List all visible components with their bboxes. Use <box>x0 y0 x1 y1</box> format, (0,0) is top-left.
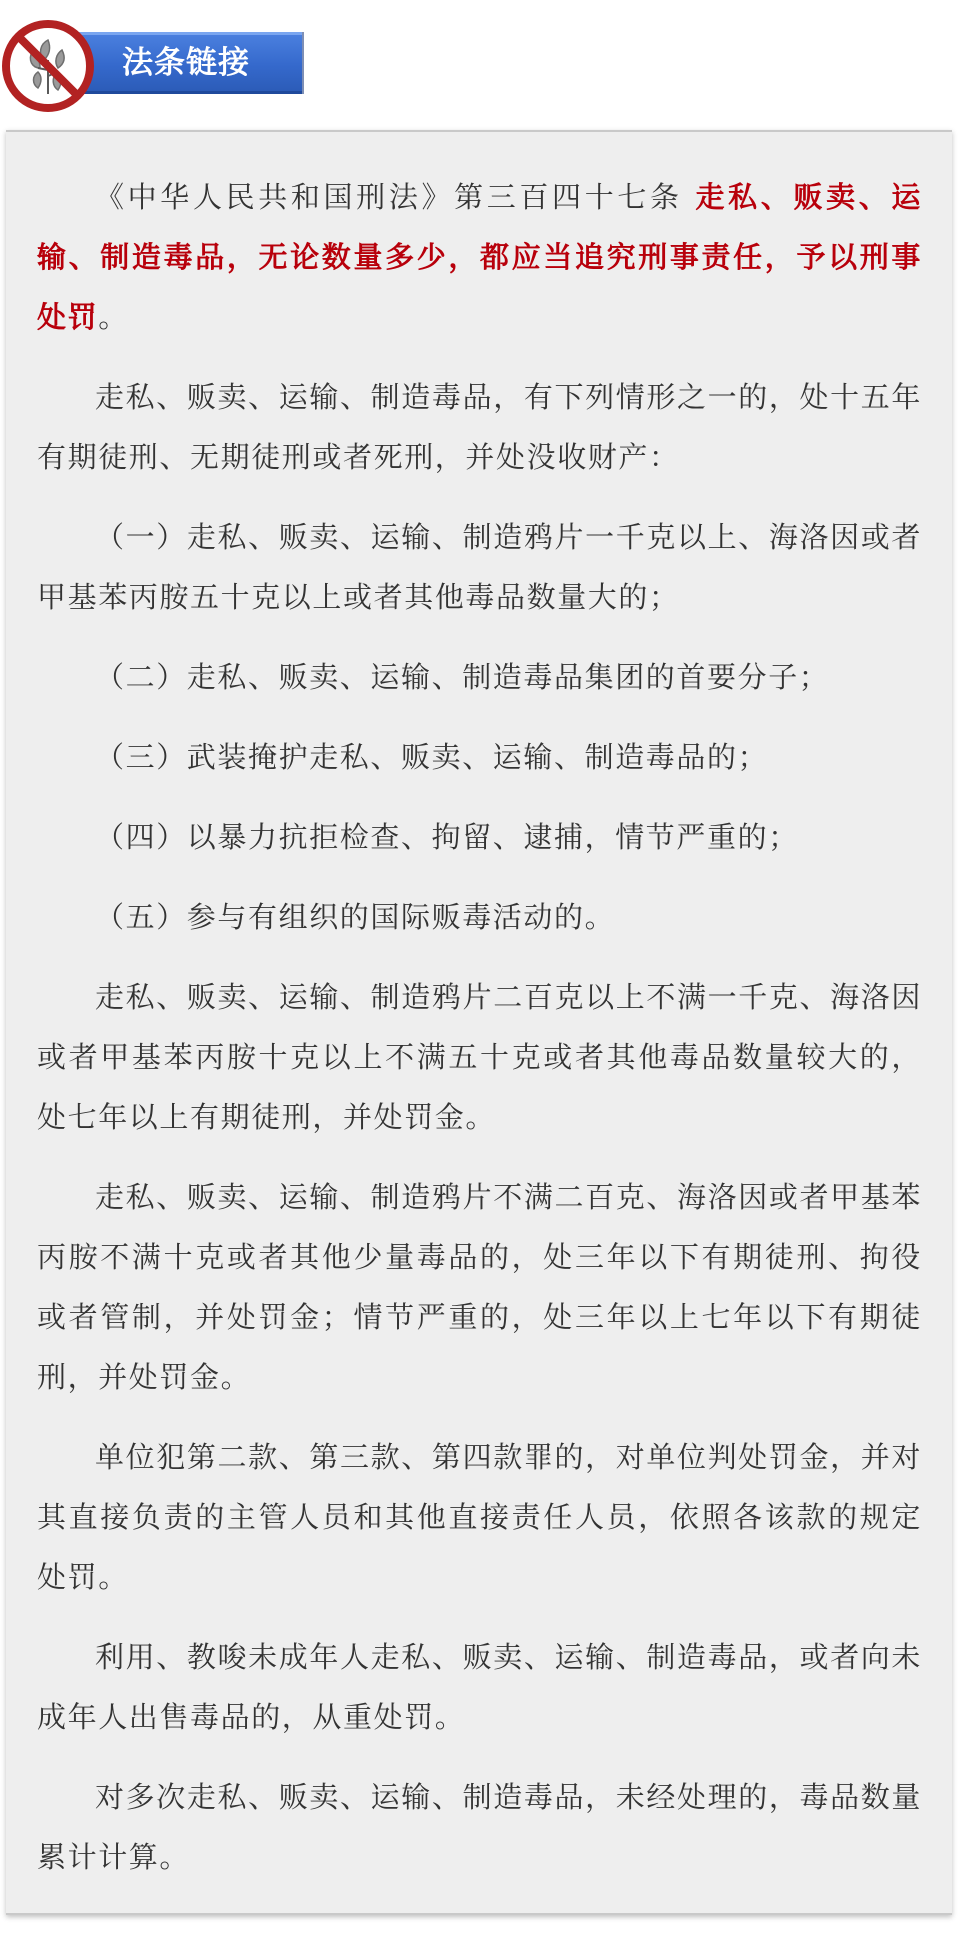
paragraph-1 <box>37 167 922 347</box>
paragraph-1-end: 。 <box>98 300 129 334</box>
list-item: （一）走私、贩卖、运输、制造鸦片一千克以上、海洛因或者甲基苯丙胺五十克以上或者其他毒品数量大的； <box>37 520 922 614</box>
list-item: （二）走私、贩卖、运输、制造毒品集团的首要分子； <box>95 660 830 694</box>
section-title: 法条链接 <box>122 45 250 81</box>
no-drugs-sign-icon <box>2 20 94 112</box>
list-item: （五）参与有组织的国际贩毒活动的。 <box>95 900 616 934</box>
list-item: （四）以暴力抗拒检查、拘留、逮捕，情节严重的； <box>95 820 799 854</box>
section-title-banner <box>74 32 302 94</box>
paragraph-7: 对多次走私、贩卖、运输、制造毒品，未经处理的，毒品数量累计计算。 <box>37 1780 922 1874</box>
highlighted-clause: 走私、贩卖、运输、制造毒品，无论数量多少，都应当追究刑事责任，予以刑事处罚 <box>37 180 922 334</box>
list-item: （三）武装掩护走私、贩卖、运输、制造毒品的； <box>95 740 769 774</box>
section-header <box>0 0 960 110</box>
article-citation: 《中华人民共和国刑法》第三百四十七条 <box>95 180 696 214</box>
article-card <box>6 130 952 1915</box>
paragraph-3: 走私、贩卖、运输、制造鸦片二百克以上不满一千克、海洛因或者甲基苯丙胺十克以上不满五十克或者其他毒品数量较大的，处七年以上有期徒刑，并处罚金。 <box>37 980 922 1134</box>
paragraph-4: 走私、贩卖、运输、制造鸦片不满二百克、海洛因或者甲基苯丙胺不满十克或者其他少量毒品的，处三年以下有期徒刑、拘役或者管制，并处罚金；情节严重的，处三年以上七年以下有期徒刑，并处罚金。 <box>37 1180 922 1394</box>
paragraph-6: 利用、教唆未成年人走私、贩卖、运输、制造毒品，或者向未成年人出售毒品的，从重处罚。 <box>37 1640 922 1734</box>
paragraph-2: 走私、贩卖、运输、制造毒品，有下列情形之一的，处十五年有期徒刑、无期徒刑或者死刑，并处没收财产： <box>37 380 922 474</box>
paragraph-5: 单位犯第二款、第三款、第四款罪的，对单位判处罚金，并对其直接负责的主管人员和其他直接责任人员，依照各该款的规定处罚。 <box>37 1440 922 1594</box>
